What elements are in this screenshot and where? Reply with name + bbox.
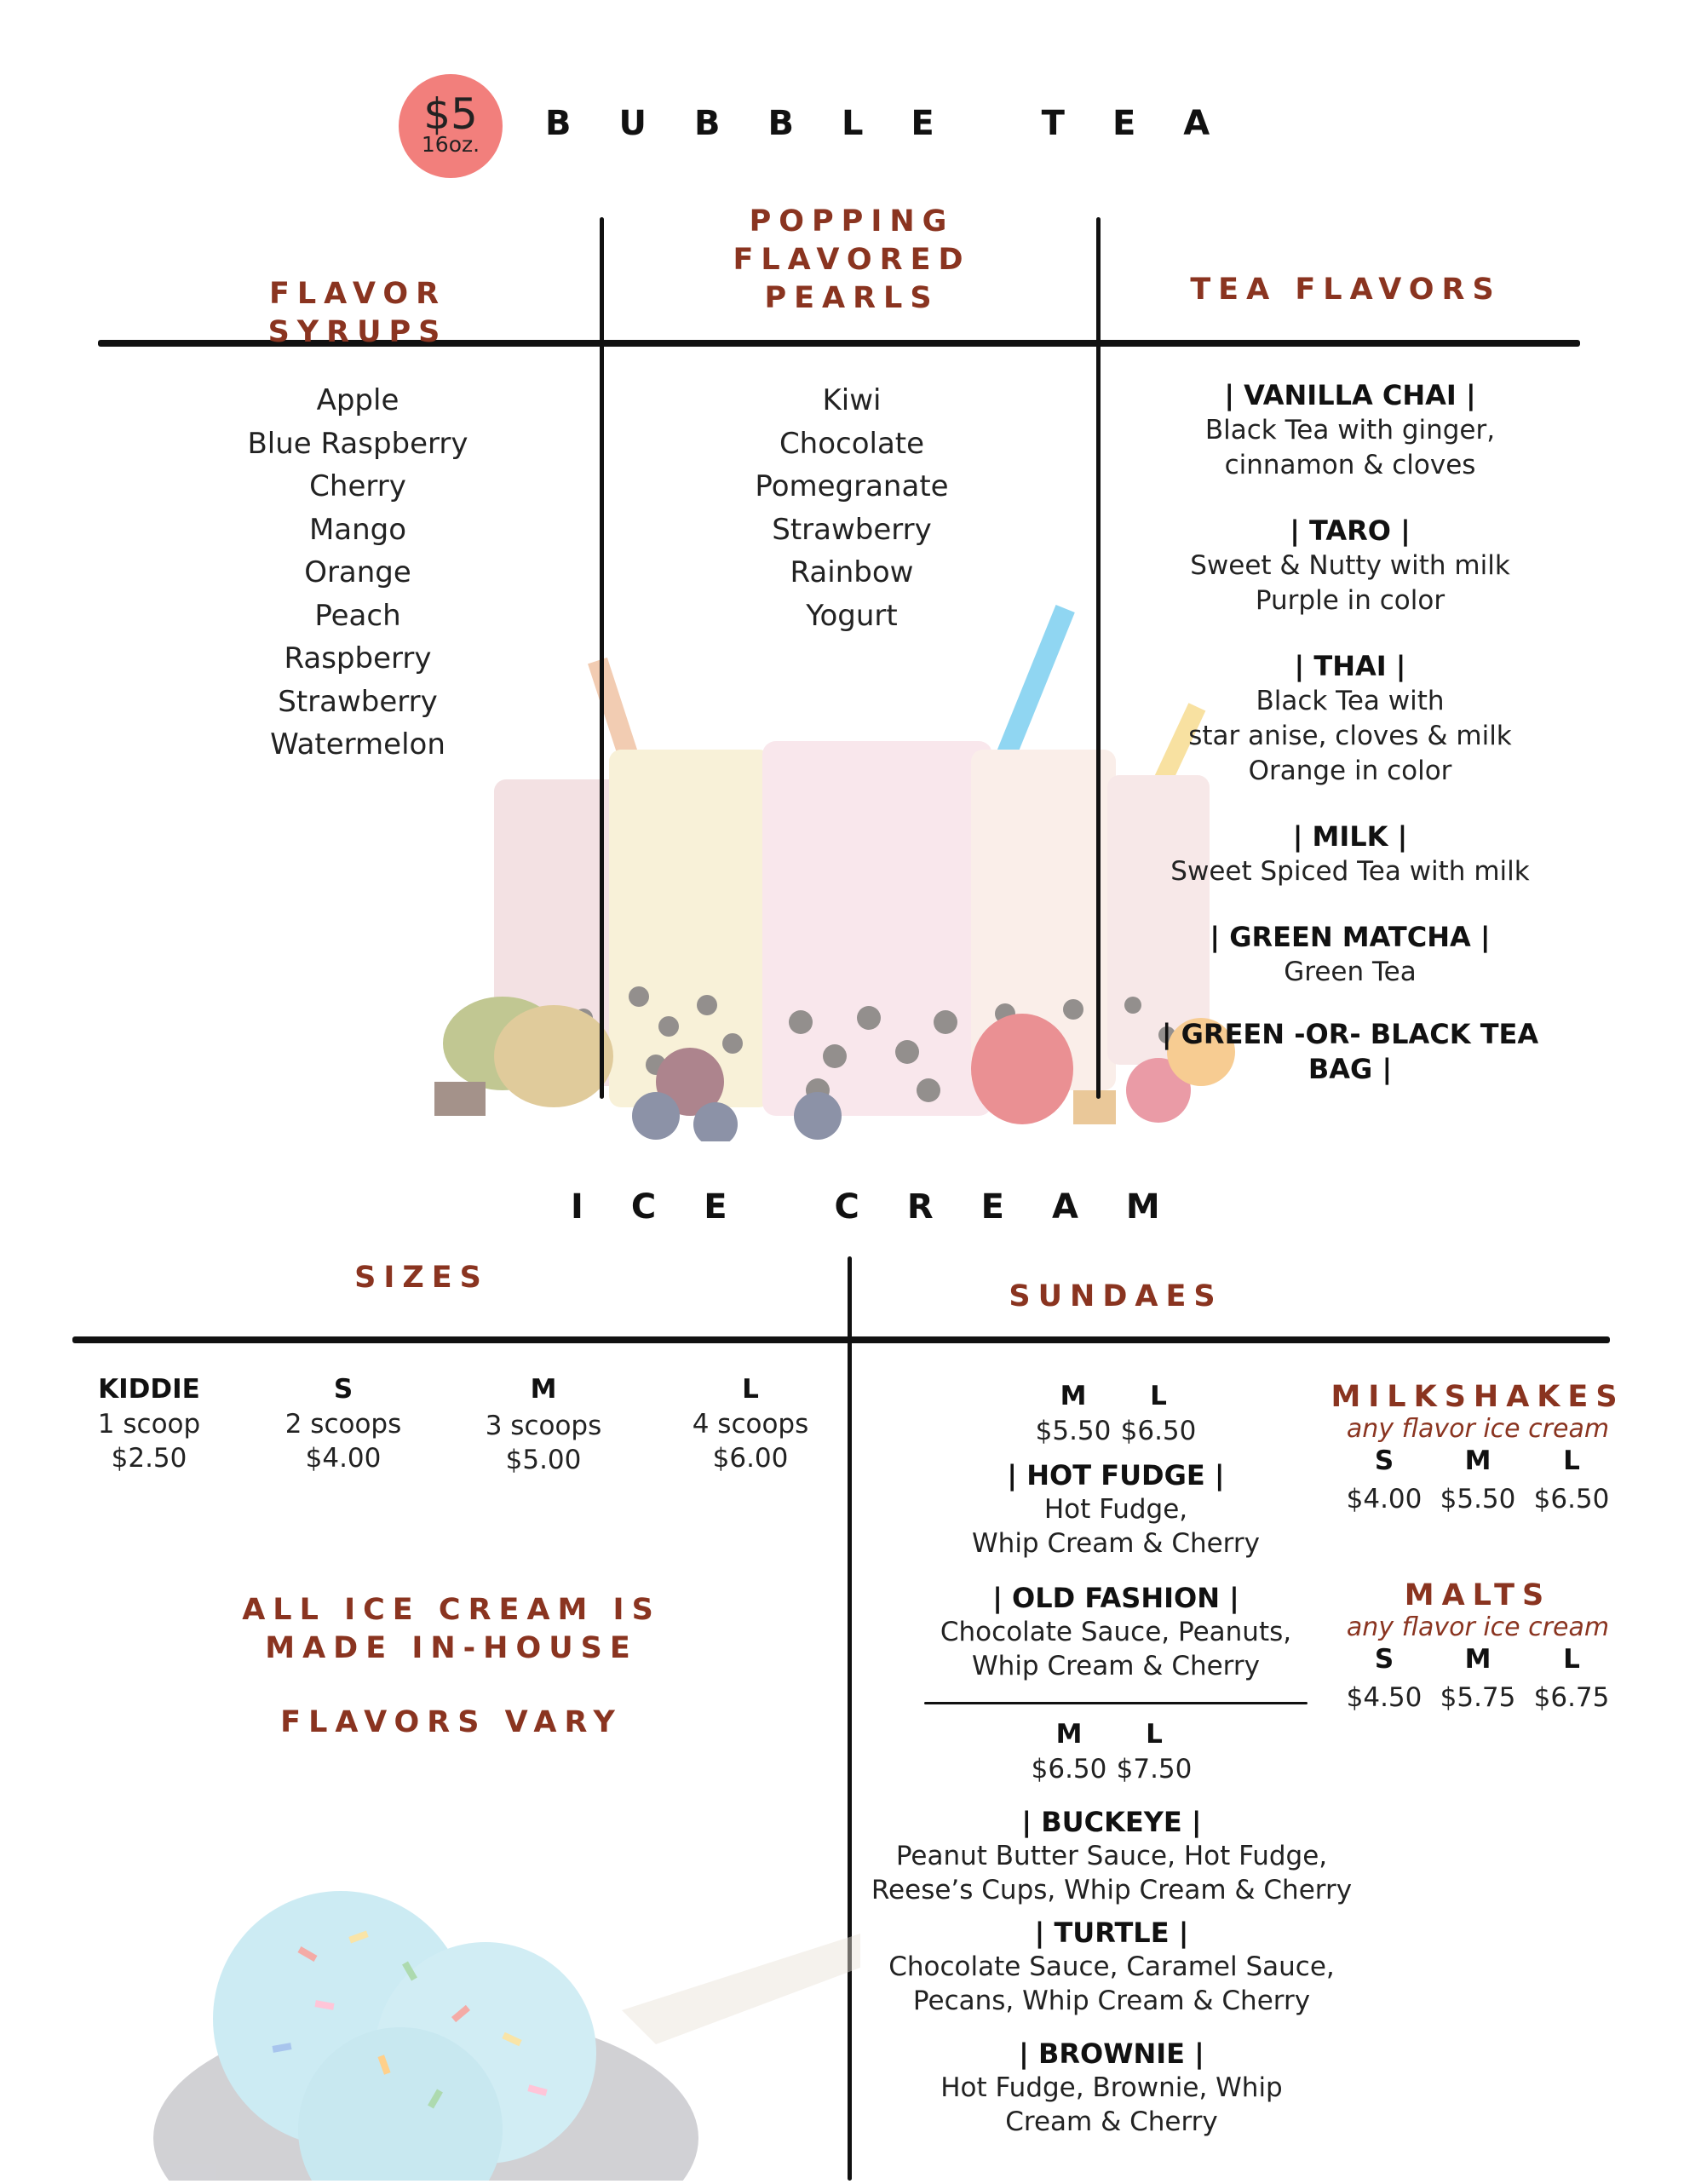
sundae-size: L [1150,1381,1167,1411]
size-medium [445,1371,641,1477]
list-item: Raspberry [284,641,432,675]
size-scoops: 1 scoop [97,1409,201,1440]
divider-sundaes-groups [924,1702,1308,1704]
malts-section [1325,1577,1631,1715]
sundae-size-header [1031,1378,1201,1448]
badge-size: 16oz. [421,132,480,157]
list-item: Chocolate [779,426,925,461]
sundae-desc: Hot Fudge, [1043,1494,1188,1525]
bubble-tea-illustration [426,579,1244,1141]
popping-pearls-heading-line-3: PEARLS [764,281,940,315]
list-item: Peach [314,598,401,633]
malt-price: $4.50 [1346,1682,1422,1713]
list-item: Strawberry [278,684,438,719]
sundae-desc: Cream & Cherry [1005,2106,1218,2137]
tea-flavor-thai [1133,649,1567,789]
note-line: MADE IN-HOUSE [265,1631,638,1665]
milkshake-size: M [1464,1445,1491,1476]
tea-flavor-desc: Sweet & Nutty with milk [1190,550,1510,581]
sundae-name: | BROWNIE | [1019,2037,1204,2070]
sundae-price: $7.50 [1116,1754,1193,1785]
sundae-desc: Pecans, Whip Cream & Cherry [912,1986,1311,2016]
tea-flavor-name: | TARO | [1290,514,1411,547]
size-scoops: 4 scoops [692,1409,809,1440]
sundae-price: $6.50 [1031,1754,1107,1785]
popping-pearls-list [681,379,1022,637]
milkshakes-section [1325,1378,1631,1516]
divider-vertical-right [1096,217,1101,1099]
sundae-desc: Peanut Butter Sauce, Hot Fudge, [895,1841,1328,1871]
milkshake-price: $6.50 [1533,1484,1610,1514]
sundae-buckeye [860,1805,1363,1907]
milkshake-size: L [1563,1445,1580,1476]
ice-cream-bowl-image [145,1857,860,2181]
list-item: Rainbow [790,555,914,589]
size-small [245,1371,441,1475]
sundae-desc: Whip Cream & Cherry [972,1651,1260,1681]
sundae-size: L [1146,1719,1163,1750]
malt-size: M [1464,1644,1491,1675]
tea-flavor-desc: Purple in color [1255,585,1445,616]
flavor-syrups-heading: FLAVOR SYRUPS [267,277,448,349]
sundae-price: $6.50 [1120,1416,1197,1446]
sundae-desc: Whip Cream & Cherry [972,1528,1260,1559]
size-scoops: 3 scoops [485,1411,602,1441]
tea-flavor-name: | VANILLA CHAI | [1224,379,1476,411]
sundae-name: | BUCKEYE | [1021,1806,1202,1838]
tea-flavor-name: | MILK | [1292,820,1408,853]
bubble-tea-title: BUBBLE TEA [545,104,1258,143]
size-label: KIDDIE [98,1374,200,1405]
flavor-syrups-list [187,379,528,767]
tea-flavor-tea-bag [1133,1017,1567,1087]
tea-flavor-desc: Orange in color [1248,756,1452,786]
tea-flavor-vanilla-chai [1133,378,1567,483]
size-label: M [530,1374,557,1405]
tea-flavor-desc: Black Tea with [1256,686,1445,716]
list-item: Yogurt [806,598,898,633]
tea-flavor-desc: cinnamon & cloves [1224,450,1476,480]
tea-flavors-list [1133,378,1567,1087]
badge-price: $5 [423,89,478,139]
size-price: $6.00 [712,1443,789,1474]
list-item: Kiwi [822,383,882,417]
sundae-size: M [1060,1381,1087,1411]
list-item: Pomegranate [755,469,949,503]
bubble-tea-drinks-image [426,579,1244,1141]
ice-cream-notes [213,1591,690,1742]
sizes-heading: SIZES [354,1261,489,1295]
size-price: $5.00 [505,1445,582,1475]
malt-size: S [1374,1644,1394,1675]
tea-flavor-name: | GREEN MATCHA | [1210,921,1491,953]
sundae-size: M [1055,1719,1083,1750]
ice-cream-illustration [145,1857,860,2181]
size-scoops: 2 scoops [284,1409,402,1440]
list-item: Blue Raspberry [247,426,468,461]
popping-pearls-heading-line-1: POPPING [749,204,955,239]
sundae-brownie [860,2037,1363,2139]
size-price: $2.50 [111,1443,187,1474]
malts-heading: MALTS [1404,1578,1552,1612]
ice-cream-title: ICE CREAM [571,1187,1208,1227]
malts-subtitle: any flavor ice cream [1346,1612,1610,1642]
milkshake-size: S [1374,1445,1394,1476]
popping-pearls-heading [656,203,1048,318]
milkshakes-heading: MILKSHAKES [1331,1380,1625,1414]
note-line: ALL ICE CREAM IS [242,1593,661,1627]
sundae-turtle [860,1916,1363,2018]
divider-vertical-left [600,217,604,1099]
sundae-name: | TURTLE | [1034,1917,1189,1949]
list-item: Watermelon [270,727,445,762]
milkshakes-subtitle: any flavor ice cream [1346,1414,1610,1444]
sundae-size-header [1026,1716,1197,1786]
milkshake-price: $4.00 [1346,1484,1422,1514]
tea-flavor-desc: star anise, cloves & milk [1188,721,1512,751]
list-item: Apple [316,383,399,417]
sundae-name: | HOT FUDGE | [1007,1459,1225,1491]
sundaes-group-1 [916,1378,1316,1683]
sundae-desc: Hot Fudge, Brownie, Whip [940,2072,1283,2103]
popping-pearls-heading-line-2: FLAVORED [733,243,971,277]
tea-flavor-name: | GREEN -OR- BLACK TEA BAG | [1161,1018,1539,1085]
tea-flavor-milk [1133,819,1567,889]
malt-price: $5.75 [1440,1682,1516,1713]
list-item: Mango [308,512,407,547]
tea-flavor-name: | THAI | [1294,650,1406,682]
sundae-desc: Chocolate Sauce, Caramel Sauce, [888,1951,1335,1982]
tea-flavor-taro [1133,514,1567,618]
tea-flavor-desc: Green Tea [1284,957,1417,987]
list-item: Cherry [309,469,406,503]
malt-price: $6.75 [1533,1682,1610,1713]
list-item: Orange [304,555,411,589]
list-item: Strawberry [772,512,932,547]
milkshake-price: $5.50 [1440,1484,1516,1514]
sundae-price: $5.50 [1035,1416,1112,1446]
sundae-name: | OLD FASHION | [992,1582,1239,1614]
tea-flavor-green-matcha [1133,920,1567,990]
size-large [652,1371,848,1475]
sundaes-heading: SUNDAES [1009,1279,1223,1313]
sundaes-group-2 [860,1716,1363,2139]
size-price: $4.00 [305,1443,382,1474]
note-line: FLAVORS VARY [280,1705,623,1739]
divider-horizontal-ice-cream [72,1336,1610,1343]
malt-size: L [1563,1644,1580,1675]
tea-flavor-desc: Black Tea with ginger, [1204,415,1496,445]
sundae-hot-fudge [916,1458,1316,1560]
size-label: S [333,1374,353,1405]
tea-flavors-heading: TEA FLAVORS [1190,273,1502,307]
size-kiddie [51,1371,247,1475]
sundae-desc: Chocolate Sauce, Peanuts, [940,1617,1292,1647]
size-label: L [742,1374,759,1405]
price-badge [399,74,503,178]
tea-flavor-desc: Sweet Spiced Tea with milk [1170,856,1530,887]
sundae-desc: Reese’s Cups, Whip Cream & Cherry [871,1875,1353,1905]
sundae-old-fashion [916,1581,1316,1683]
